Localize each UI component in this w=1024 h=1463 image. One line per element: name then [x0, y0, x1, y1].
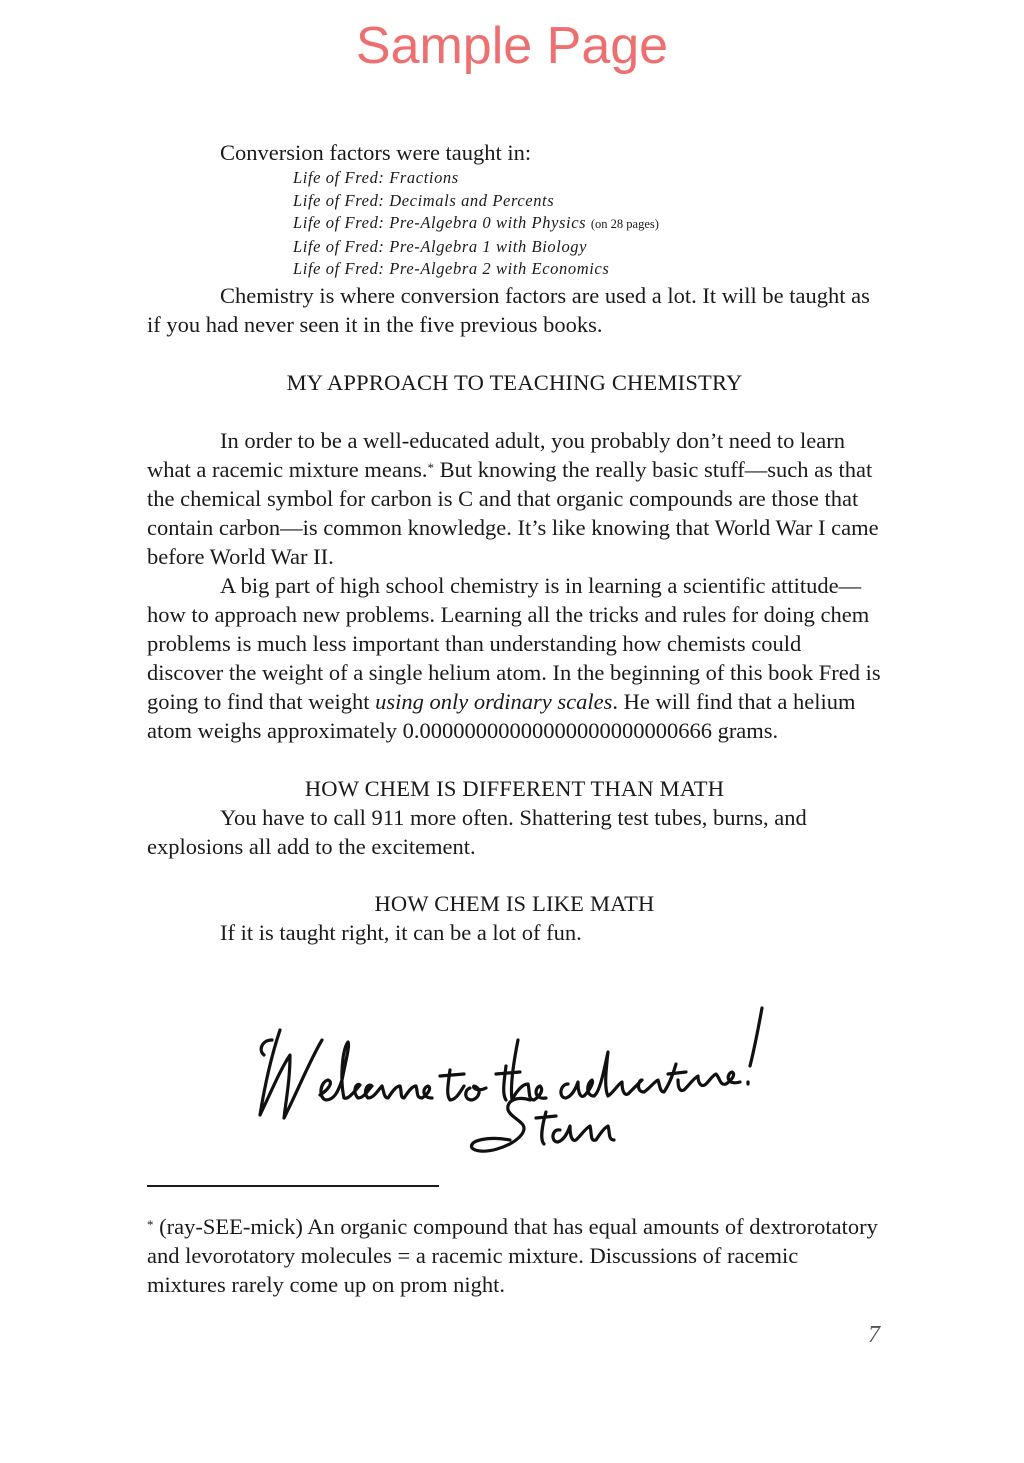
book-title: Life of Fred: Pre-Algebra 2 with Economics: [293, 259, 610, 278]
handwritten-signature: [250, 1000, 790, 1160]
footnote-divider: [147, 1185, 439, 1187]
footnote-text-block: [147, 1212, 882, 1299]
paragraph-like: If it is taught right, it can be a lot of fun.: [220, 919, 582, 945]
footnote: [147, 1212, 882, 1299]
paragraph-attitude-text: A big part of high school chemistry is in learning a scientific attitude—how to approach new problems. Learning all the tricks and rules for doing chem problems is much less important than understanding how chemists could discover the weight of a single helium atom. In the beginning of this book Fred is going to find that weight: [147, 572, 881, 714]
book-list: [293, 167, 882, 281]
book-item: [293, 212, 882, 236]
book-title: Life of Fred: Pre-Algebra 0 with Physics: [293, 213, 587, 232]
book-title: Life of Fred: Decimals and Percents: [293, 190, 555, 210]
paragraph-chemistry: Chemistry is where conversion factors are used a lot. It will be taught as if you had never seen it in the five previous books.: [147, 282, 870, 337]
paragraph-different: You have to call 911 more often. Shattering test tubes, burns, and explosions all add to the excitement.: [147, 804, 807, 859]
book-item: [293, 167, 882, 190]
book-item: [293, 258, 882, 281]
footnote-marker: *: [147, 1217, 154, 1232]
page-body: [147, 138, 882, 947]
footnote-text: (ray-SEE-mick) An organic compound that has equal amounts of dextrorotatory and levorotatory molecules = a racemic mixture. Discussions of racemic mixtures rarely come up on prom night.: [147, 1214, 878, 1297]
paragraph-educated: [147, 426, 882, 571]
book-title: Life of Fred: Pre-Algebra 1 with Biology: [293, 236, 588, 256]
sample-page-watermark: Sample Page: [355, 17, 669, 75]
heading-different: HOW CHEM IS DIFFERENT THAN MATH: [304, 775, 725, 801]
paragraph-attitude-text-2: . He will find that a helium atom weighs approximately 0.00000000000000000000000666 grams.: [147, 688, 856, 743]
footnote-marker: *: [427, 459, 435, 475]
page-number: 7: [868, 1322, 880, 1348]
heading-approach: MY APPROACH TO TEACHING CHEMISTRY: [286, 369, 743, 395]
paragraph-educated-text-2: But knowing the really basic stuff—such as that the chemical symbol for carbon is C and that organic compounds are those that contain carbon—is common knowledge. It’s like knowing that World War I came before World War II.: [147, 456, 879, 569]
book-item: [293, 190, 882, 213]
heading-like: HOW CHEM IS LIKE MATH: [374, 890, 655, 916]
book-title: Life of Fred: Fractions: [293, 168, 459, 187]
book-item: [293, 236, 882, 259]
paragraph-educated-text: In order to be a well-educated adult, you probably don’t need to learn what a racemic mixture means.: [147, 427, 845, 482]
book-note: (on 28 pages): [590, 217, 659, 231]
paragraph-attitude-emphasis: using only ordinary scales: [375, 688, 613, 714]
paragraph-attitude: [147, 571, 882, 745]
intro-line: Conversion factors were taught in:: [220, 140, 532, 165]
